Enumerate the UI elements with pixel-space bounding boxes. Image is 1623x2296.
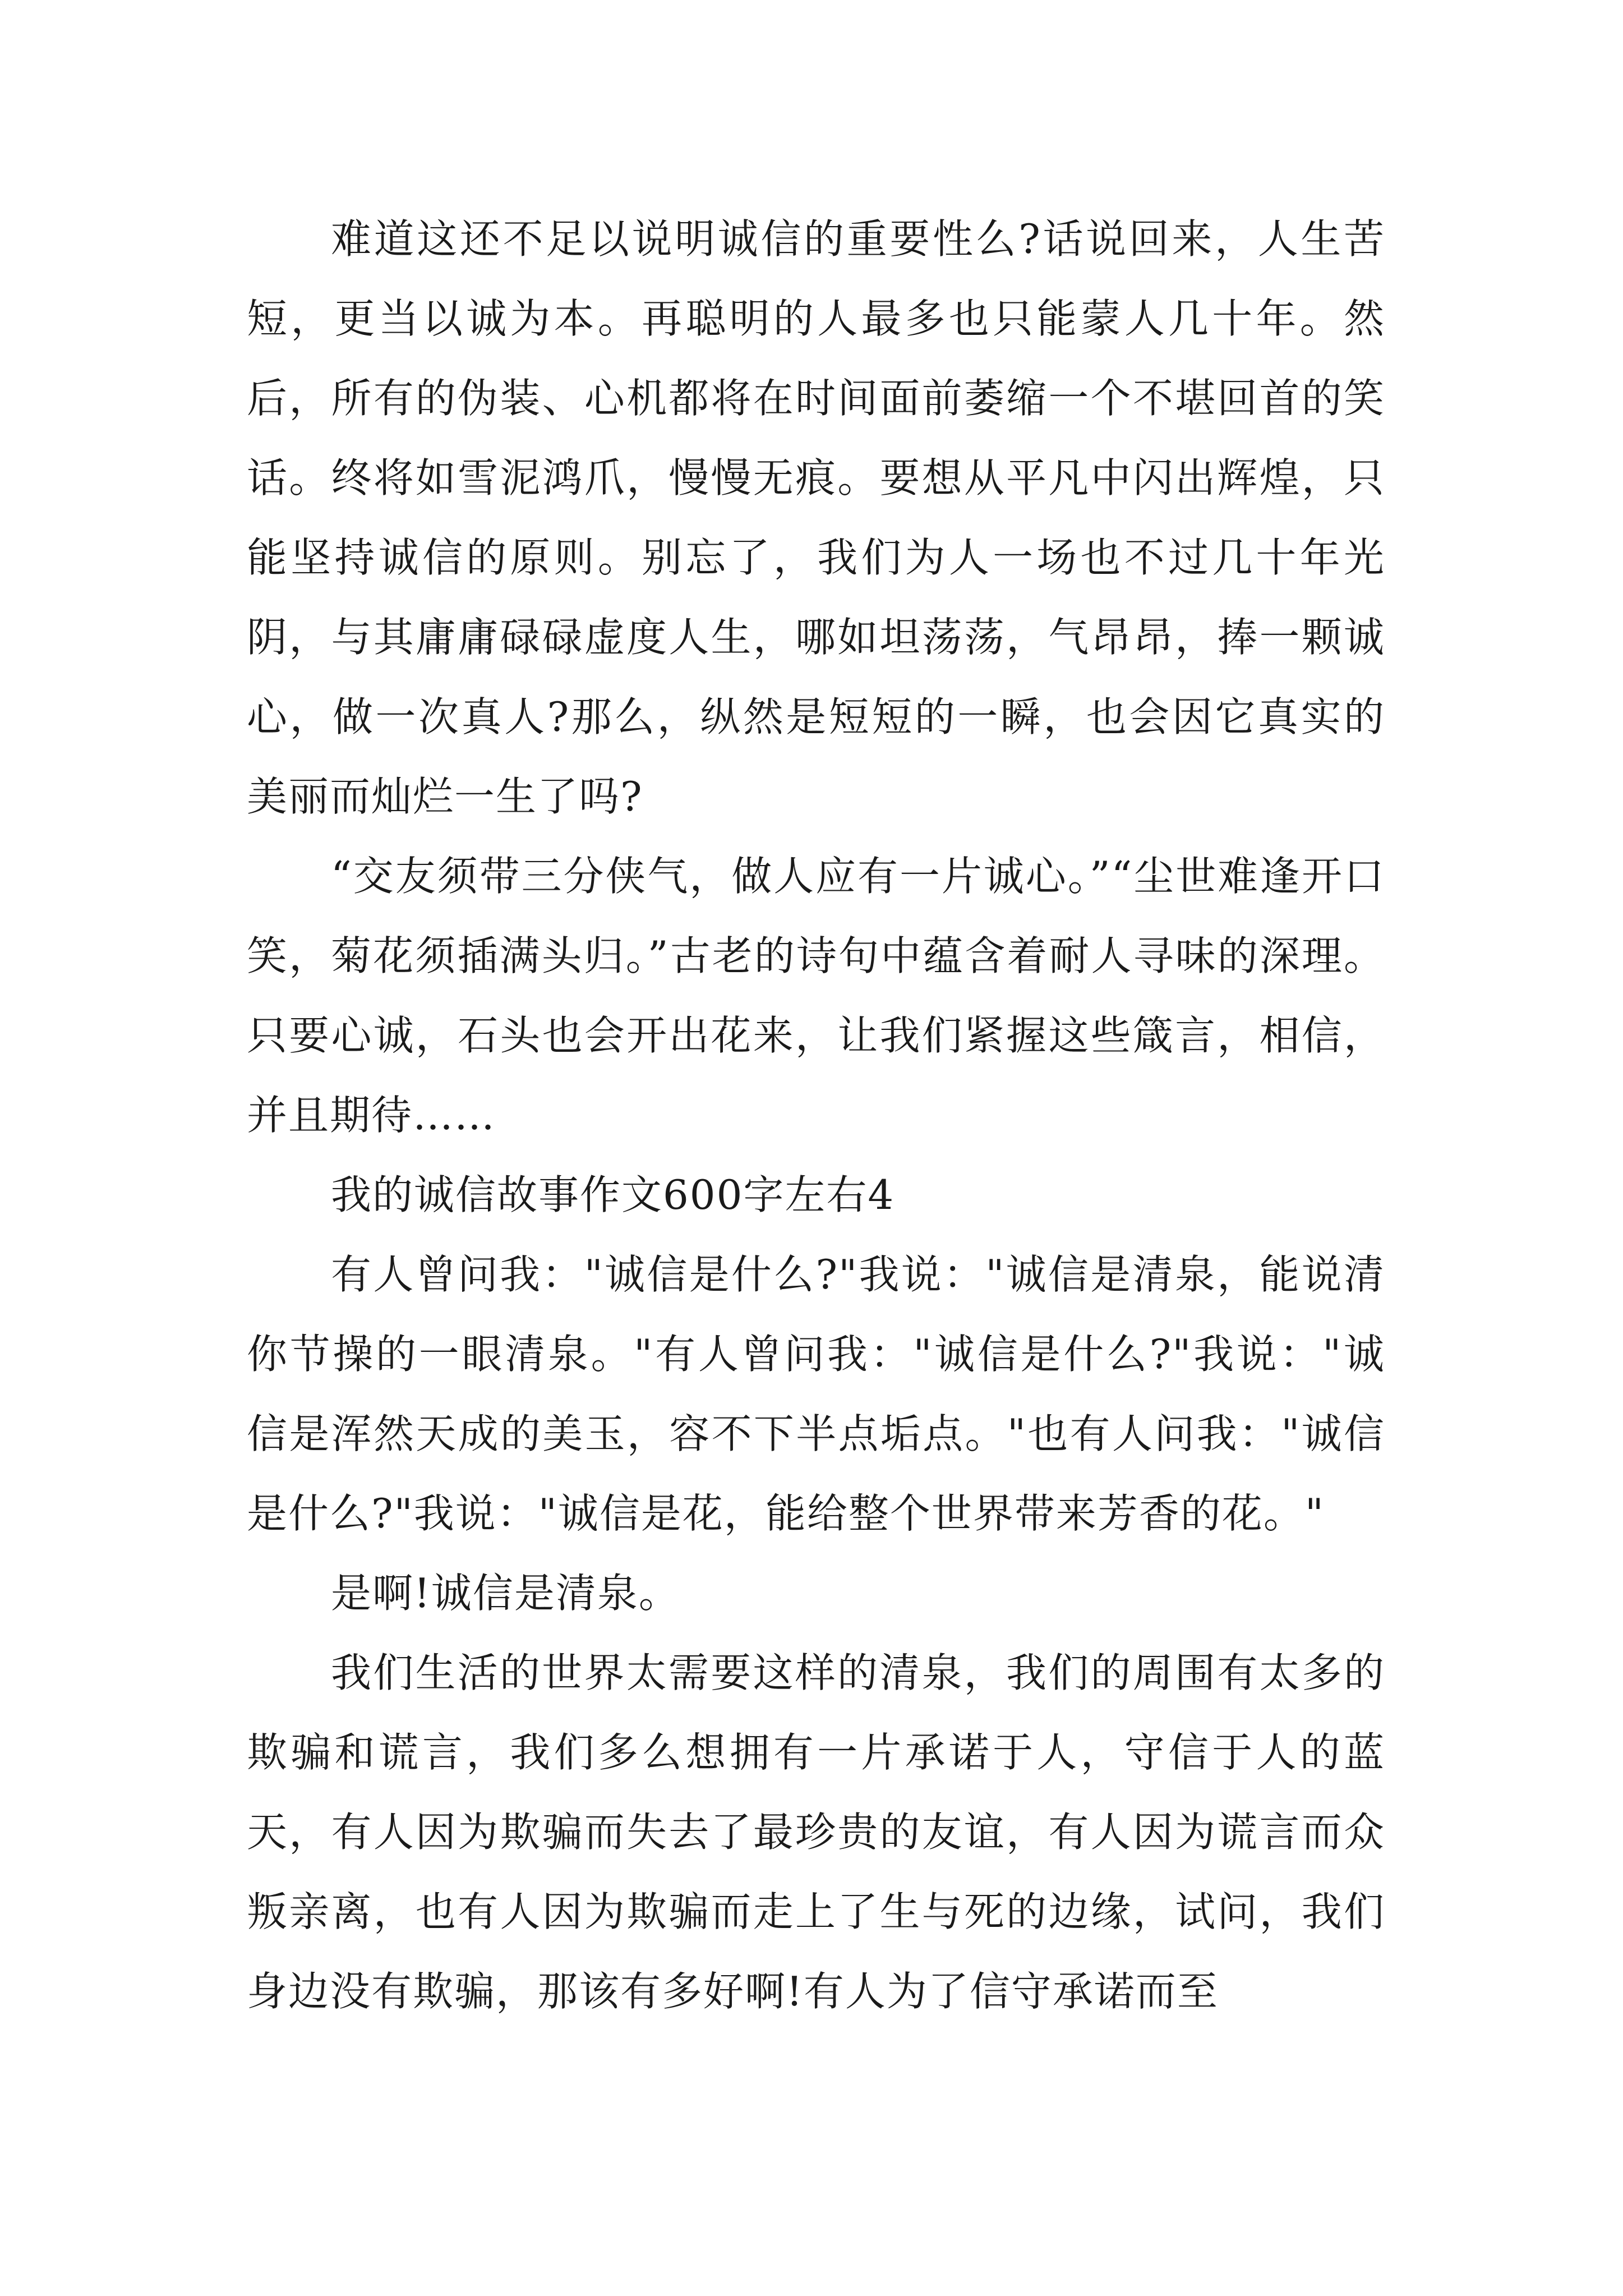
paragraph-ancient-poems: “交友须带三分侠气，做人应有一片诚心。”“尘世难逢开口笑，菊花须插满头归。”古老的诗句中蕴含着耐人寻味的深理。只要心诚，石头也会开出花来，让我们紧握这些箴言，相信，并且期待…… <box>247 853 1385 1139</box>
document-body <box>247 199 1385 2031</box>
paragraph-what-is-honesty: 有人曾问我："诚信是什么?"我说："诚信是清泉，能说清你节操的一眼清泉。"有人曾问我："诚信是什么?"我说："诚信是浑然天成的美玉，容不下半点垢点。"也有人问我："诚信是什么?"我说："诚信是花，能给整个世界带来芳香的花。" <box>247 1251 1385 1537</box>
paragraph-world-needs-spring: 我们生活的世界太需要这样的清泉，我们的周围有太多的欺骗和谎言，我们多么想拥有一片承诺于人，守信于人的蓝天，有人因为欺骗而失去了最珍贵的友谊，有人因为谎言而众叛亲离，也有人因为欺骗而走上了生与死的边缘，试问，我们身边没有欺骗，那该有多好啊!有人为了信守承诺而至 <box>247 1649 1385 2015</box>
section-title: 我的诚信故事作文600字左右4 <box>331 1171 895 1218</box>
paragraph-honesty-importance: 难道这还不足以说明诚信的重要性么?话说回来，人生苦短，更当以诚为本。再聪明的人最多也只能蒙人几十年。然后，所有的伪装、心机都将在时间面前萎缩一个不堪回首的笑话。终将如雪泥鸿爪，慢慢无痕。要想从平凡中闪出辉煌，只能坚持诚信的原则。别忘了，我们为人一场也不过几十年光阴，与其庸庸碌碌虚度人生，哪如坦荡荡，气昂昂，捧一颗诚心，做一次真人?那么，纵然是短短的一瞬，也会因它真实的美丽而灿烂一生了吗? <box>247 215 1385 820</box>
paragraph-honesty-spring: 是啊!诚信是清泉。 <box>331 1570 680 1617</box>
